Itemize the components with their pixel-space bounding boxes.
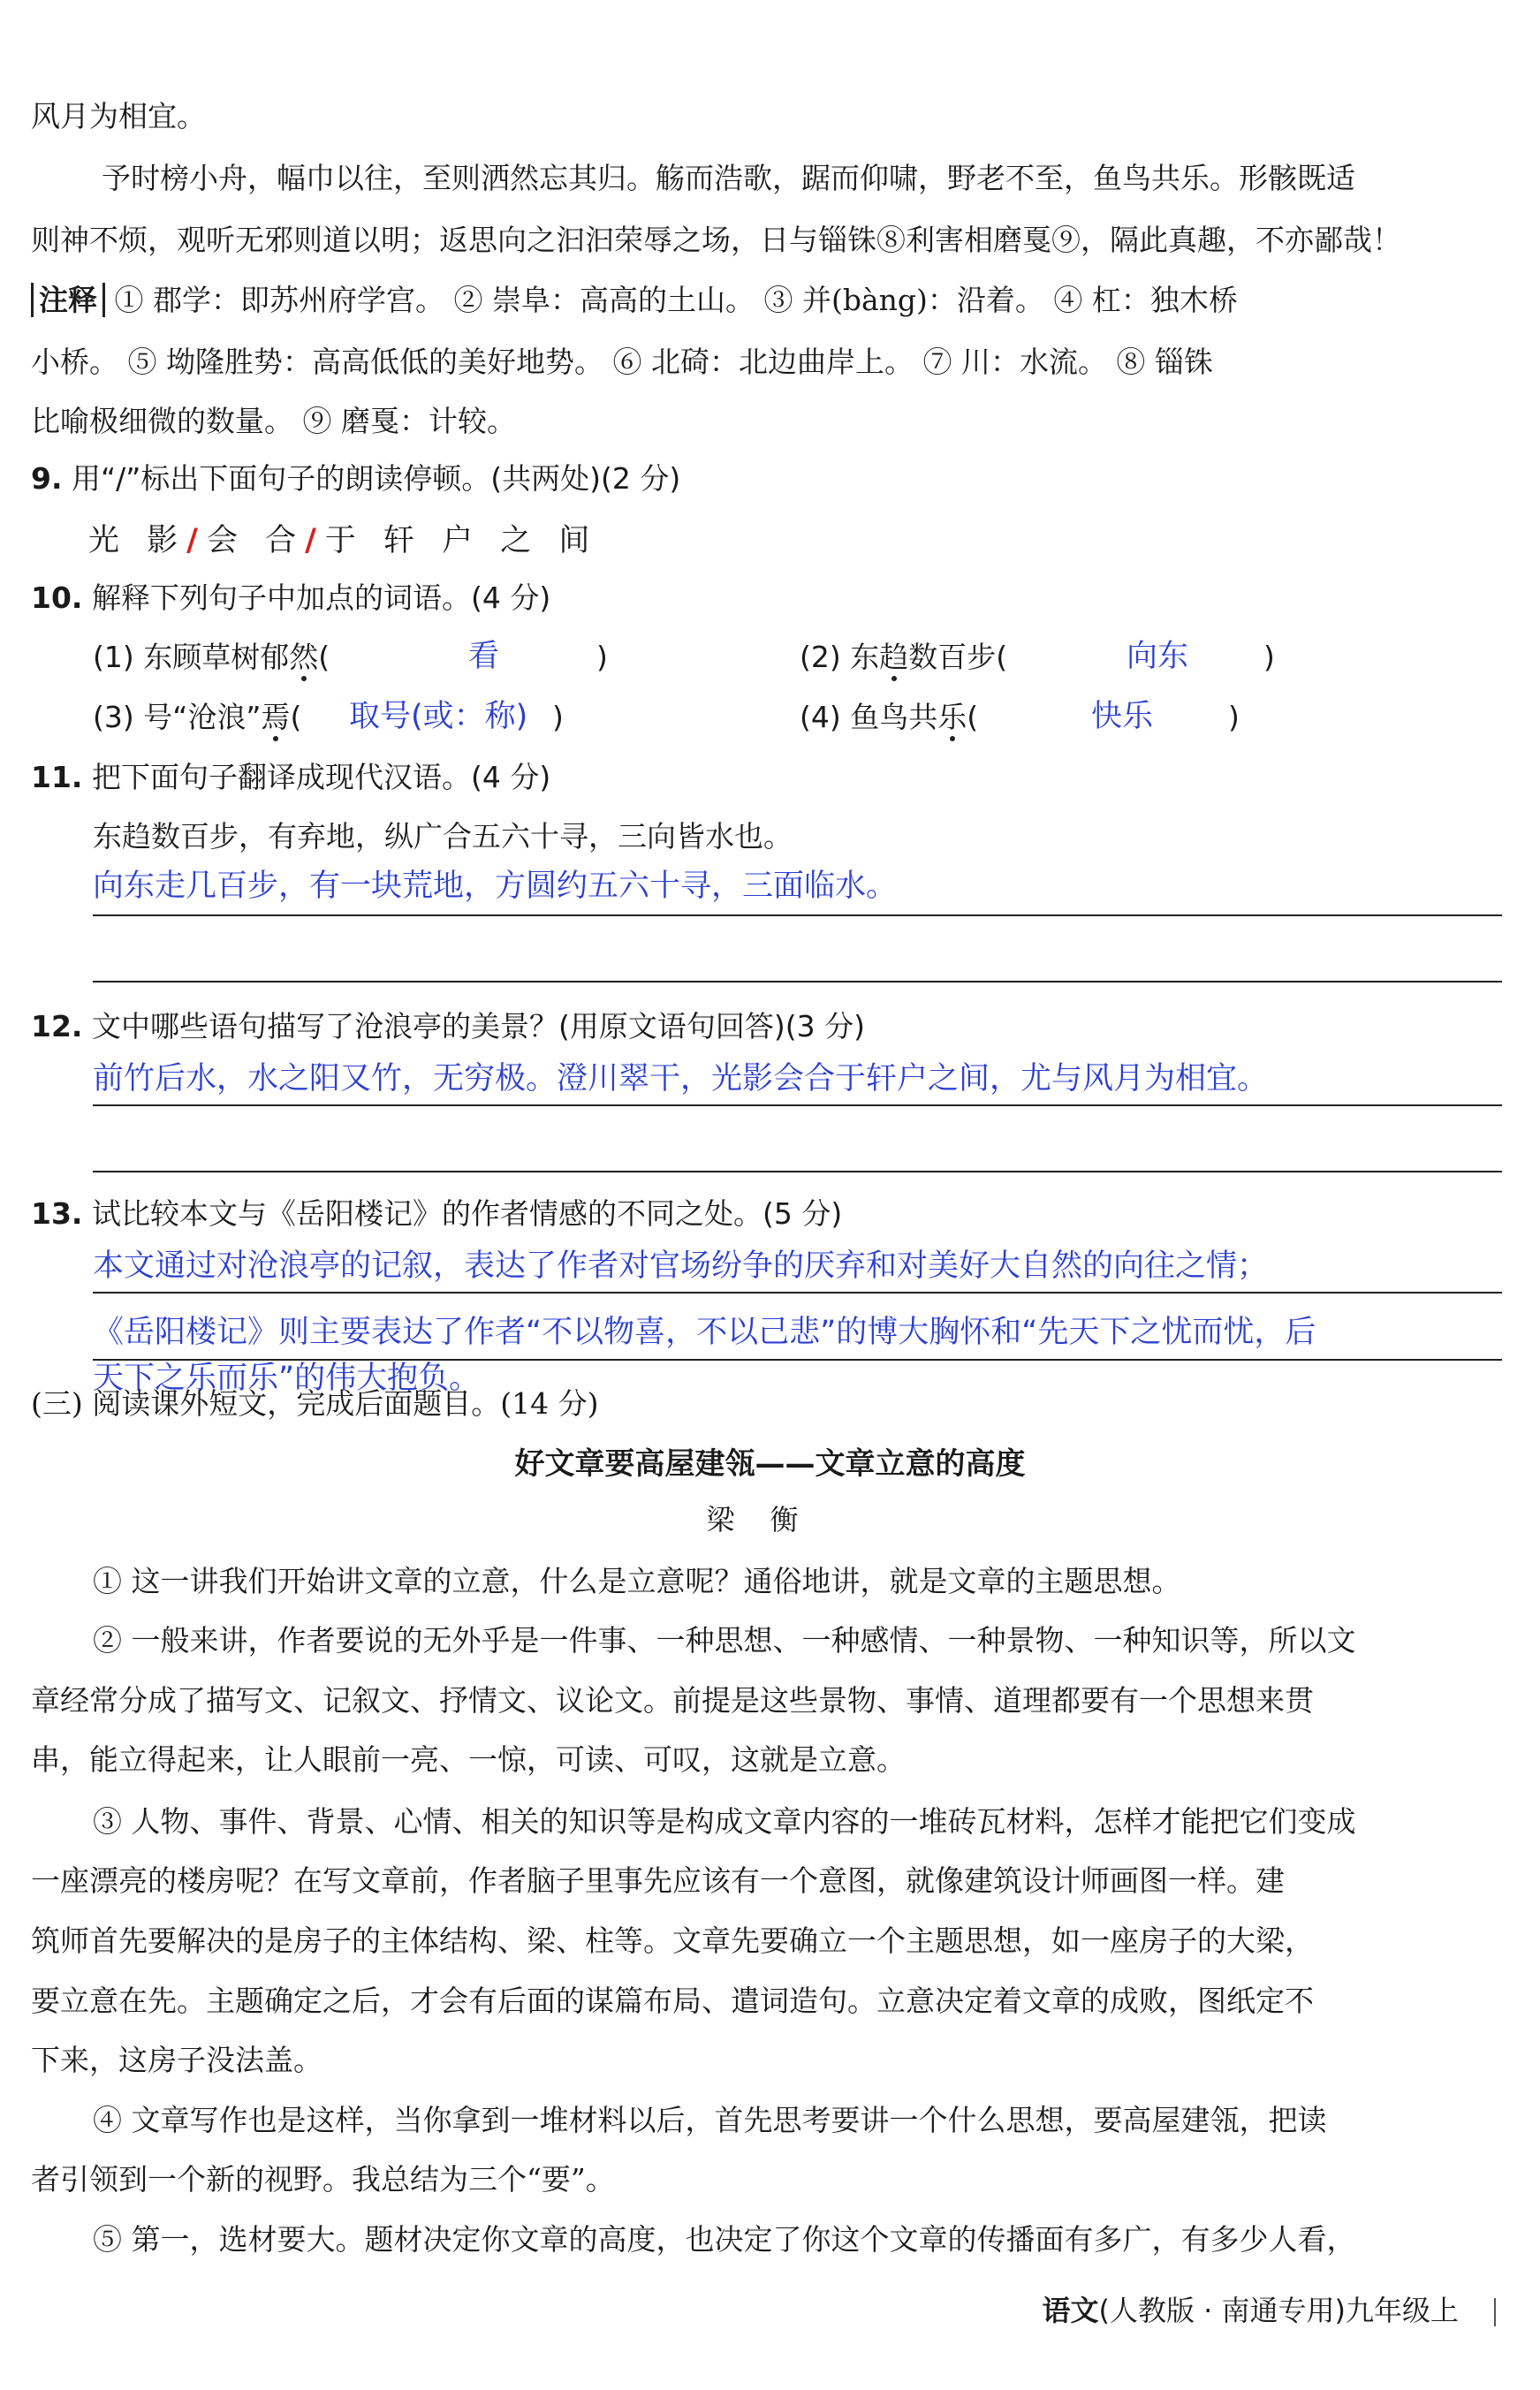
item-text: (2) 东: [800, 640, 880, 674]
pause-sentence: [88, 521, 598, 560]
pause-segment: 会 合: [206, 523, 306, 558]
pause-slash-mark: /: [186, 522, 207, 558]
translate-sentence: 东趋数百步，有弃地，纵广合五六十寻，三向皆水也。: [93, 819, 793, 854]
answer-line: [93, 914, 1502, 916]
passage-line: 予时榜小舟，幅巾以往，至则洒然忘其归。觞而浩歌，踞而仰啸，野老不至，鱼鸟共乐。形骸既适: [102, 161, 1355, 195]
answer-text: 天下之乐而乐”的伟大抱负。: [93, 1361, 481, 1396]
dotted-word: 焉: [261, 700, 291, 734]
question-13: [31, 1195, 842, 1233]
notes-text: ① 郡学：即苏州府学宫。 ② 崇阜：高高的土山。 ③ 并(bàng)：沿着。 ④ 杠：独木桥: [114, 283, 1238, 317]
notes-line: 比喻极细微的数量。 ⑨ 磨戛：计较。: [31, 404, 516, 438]
item-text: (3) 号“沧浪”: [93, 700, 262, 734]
paren: (: [318, 640, 330, 674]
question-text: 试比较本文与《岳阳楼记》的作者情感的不同之处。(5 分): [91, 1196, 843, 1231]
article-author: 梁衡: [706, 1503, 834, 1536]
notes-line: 小桥。 ⑤ 坳隆胜势：高高低低的美好地势。 ⑥ 北碕：北边曲岸上。 ⑦ 川：水流。 ⑧ 锱铢: [31, 345, 1213, 379]
answer-line: [93, 1104, 1502, 1106]
question-number: 12.: [31, 1009, 83, 1043]
passage-line: 则神不烦，观听无邪则道以明；返思向之汩汩荣辱之场，日与锱铢⑧利害相磨戛⑨，隔此真趣，不亦鄙哉！: [31, 223, 1401, 257]
paragraph-line: ④ 文章写作也是这样，当你拿到一堆材料以后，首先思考要讲一个什么思想，要高屋建瓴，把读: [93, 2103, 1327, 2137]
dotted-word: 趋: [879, 640, 909, 674]
answer-4: 快乐: [1091, 699, 1154, 734]
paren: ): [1228, 700, 1240, 734]
paren: ): [596, 640, 608, 674]
footer-edition: (人教版 · 南通专用)九年级上: [1098, 2294, 1459, 2327]
section-heading: (三) 阅读课外短文，完成后面题目。(14 分): [31, 1386, 599, 1421]
question-9: [31, 459, 680, 498]
footer-divider: [1494, 2298, 1496, 2326]
question-text: 用“/”标出下面句子的朗读停顿。(共两处)(2 分): [72, 461, 681, 496]
paragraph-line: 下来，这房子没法盖。: [31, 2043, 322, 2077]
notes-tag: 注释: [31, 283, 105, 317]
question-number: 11.: [31, 760, 83, 794]
paren: ): [1263, 640, 1275, 674]
answer-text: 《岳阳楼记》则主要表达了作者“不以物喜，不以己悲”的博大胸怀和“先天下之忧而忧，后: [93, 1315, 1316, 1350]
answer-1: 看: [468, 639, 500, 674]
question-text: 把下面句子翻译成现代汉语。(4 分): [91, 760, 551, 794]
answer-text: 前竹后水，水之阳又竹，无穷极。澄川翠干，光影会合于轩户之间，尤与风月为相宜。: [93, 1061, 1269, 1096]
q10-item-1: [93, 638, 330, 677]
paragraph-line: 要立意在先。主题确定之后，才会有后面的谋篇布局、遣词造句。立意决定着文章的成败，图纸定不: [31, 1984, 1314, 2018]
question-number: 13.: [31, 1196, 83, 1231]
question-12: [31, 1007, 865, 1046]
paragraph-line: 者引领到一个新的视野。我总结为三个“要”。: [31, 2162, 615, 2197]
answer-2: 向东: [1127, 639, 1189, 674]
paragraph-line: 一座漂亮的楼房呢？在写文章前，作者脑子里事先应该有一个意图，就像建筑设计师画图一样。建: [31, 1863, 1285, 1898]
question-text: 文中哪些语句描写了沧浪亭的美景？(用原文语句回答)(3 分): [91, 1009, 865, 1043]
article-title: 好文章要高屋建瓴——文章立意的高度: [514, 1446, 1026, 1482]
paragraph-line: 章经常分成了描写文、记叙文、抒情文、议论文。前提是这些景物、事情、道理都要有一个思想来贯: [31, 1683, 1314, 1718]
item-text: (4) 鱼鸟共: [800, 700, 938, 734]
dotted-word: 然: [289, 640, 319, 674]
pause-segment: 光 影: [88, 523, 187, 558]
question-11: [31, 758, 550, 797]
paragraph-line: 串，能立得起来，让人眼前一亮、一惊，可读、可叹，这就是立意。: [31, 1742, 906, 1777]
q10-item-3: [93, 698, 301, 737]
pause-segment: 于 轩 户 之 间: [324, 523, 599, 558]
paren: (: [967, 700, 979, 734]
footer-subject: 语文: [1042, 2294, 1099, 2327]
paragraph-line: ② 一般来讲，作者要说的无外乎是一件事、一种思想、一种感情、一种景物、一种知识等，所以文: [93, 1623, 1356, 1658]
q10-item-4: [800, 698, 978, 737]
page-footer: [1042, 2288, 1496, 2329]
question-10: [31, 579, 550, 618]
paragraph-line: ⑤ 第一，选材要大。题材决定你文章的高度，也决定了你这个文章的传播面有多广，有多少人看，: [93, 2222, 1356, 2257]
q10-item-2: [800, 638, 1007, 677]
answer-line: [93, 1292, 1502, 1294]
paragraph-line: 筑师首先要解决的是房子的主体结构、梁、柱等。文章先要确立一个主题思想，如一座房子的大梁，: [31, 1923, 1314, 1958]
question-number: 10.: [31, 580, 83, 615]
paren: ): [552, 700, 564, 734]
pause-slash-mark: /: [305, 522, 325, 558]
paren: (: [290, 700, 302, 734]
answer-3: 取号(或：称): [349, 699, 528, 734]
item-text: (1) 东顾草树郁: [93, 640, 290, 674]
paragraph-line: ① 这一讲我们开始讲文章的立意，什么是立意呢？通俗地讲，就是文章的主题思想。: [93, 1564, 1181, 1598]
question-text: 解释下列句子中加点的词语。(4 分): [91, 580, 551, 615]
passage-line: 风月为相宜。: [31, 99, 206, 133]
answer-text: 向东走几百步，有一块荒地，方圆约五六十寻，三面临水。: [93, 869, 898, 904]
notes-line: [31, 281, 1238, 320]
question-number: 9.: [31, 461, 63, 496]
answer-text: 本文通过对沧浪亭的记叙，表达了作者对官场纷争的厌弃和对美好大自然的向往之情；: [93, 1248, 1269, 1284]
answer-line: [93, 1171, 1502, 1172]
paragraph-line: ③ 人物、事件、背景、心情、相关的知识等是构成文章内容的一堆砖瓦材料，怎样才能把它们变成: [93, 1804, 1356, 1839]
item-text: 数百步(: [908, 640, 1008, 674]
answer-line: [93, 981, 1502, 983]
dotted-word: 乐: [937, 700, 967, 734]
